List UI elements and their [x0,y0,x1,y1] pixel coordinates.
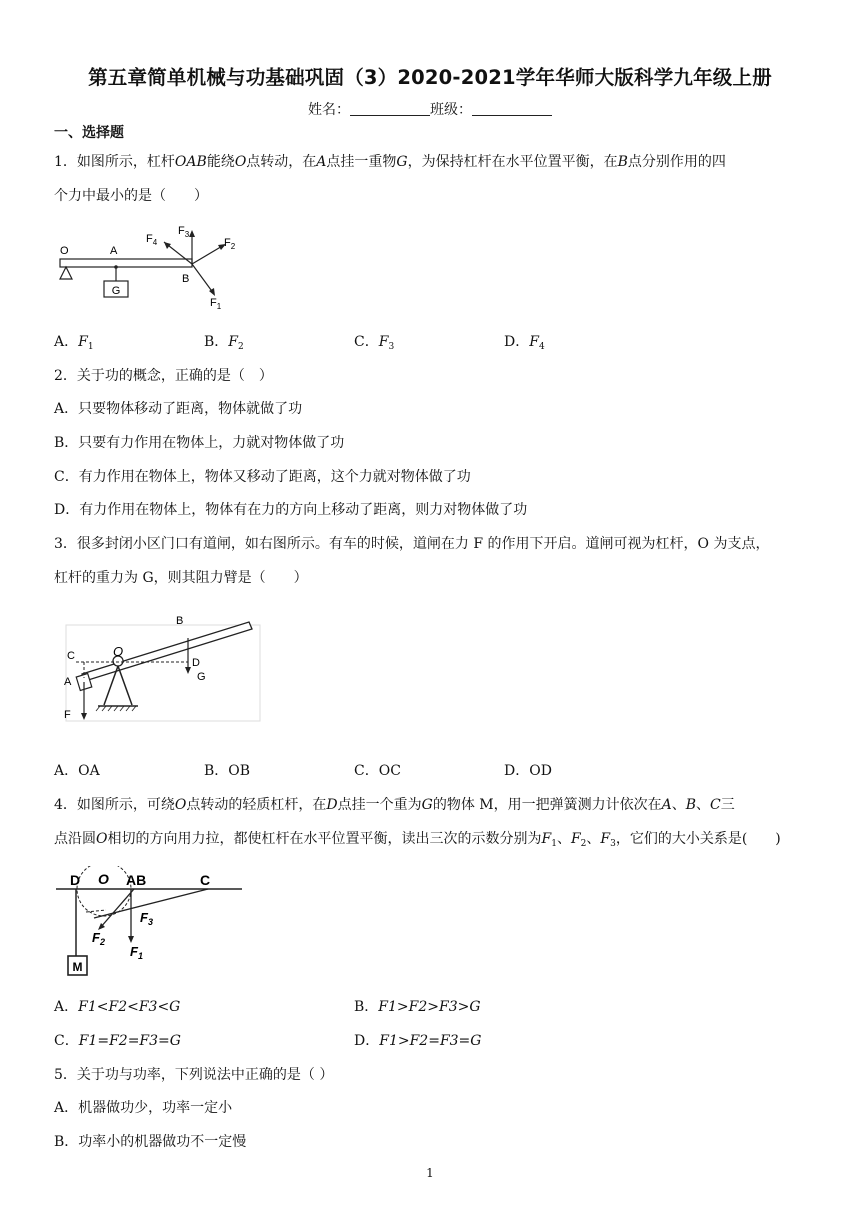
q5-stem: 5．关于功与功率，下列说法中正确的是（ ） [54,1067,334,1083]
class-blank [472,101,552,116]
q3-barrier-figure [56,608,262,724]
q2-option-d[interactable]: D．有力作用在物体上，物体有在力的方向上移动了距离，则力对物体做了功 [54,502,528,518]
q5-option-a[interactable]: A．机器做功少，功率一定小 [54,1100,233,1116]
label-f: F [64,709,71,721]
student-info-line [0,99,860,119]
q1-text: 点分别作用的四 [627,154,726,170]
label-o: O [113,644,124,659]
q2-option-b[interactable]: B．只要有力作用在物体上，力就对物体做了功 [54,435,345,451]
q1-var-a: A [316,154,327,170]
page-title: 第五章简单机械与功基础巩固（3）2020-2021学年华师大版科学九年级上册 [88,66,772,89]
label-f3: $F_3$ [178,225,190,239]
label-c: C [200,872,211,888]
section-title: 一、选择题 [54,125,124,141]
q2-option-c[interactable]: C．有力作用在物体上，物体又移动了距离，这个力就对物体做了功 [54,469,471,485]
pivot-triangle [60,267,72,279]
q3-option-c[interactable]: C．OC [354,763,401,779]
q4-option-c[interactable]: C．F1=F2=F3=G [54,1033,181,1049]
q4-option-a[interactable]: A．F1<F2<F3<G [54,999,181,1015]
q1-text: 能绕 [206,154,235,170]
q1-var-b: B [617,154,628,170]
page-number: 1 [426,1166,434,1180]
q1-option-b[interactable]: B．$F_2$ [204,334,244,352]
label-c: C [67,650,75,662]
q3-option-d[interactable]: D．OD [504,763,552,779]
name-blank [350,101,430,116]
label-ab: AB [126,872,147,888]
label-f2: $F_2$ [224,237,236,251]
q1-option-d[interactable]: D．$F_4$ [504,334,545,352]
label-f3: $F_3$ [140,910,153,927]
q4-stem-line1: 4．如图所示，可绕O点转动的轻质杠杆，在D点挂一个重为G的物体 M，用一把弹簧测力计依次在A、B、C三 [54,797,735,813]
label-b: B [182,273,190,285]
q1-var-o: O [234,154,247,170]
q4-option-d[interactable]: D．F1>F2=F3=G [354,1033,482,1049]
label-g: G [197,671,206,683]
label-d: D [70,872,81,888]
label-f4: $F_4$ [146,233,158,247]
q1-var-oab: OAB [174,154,207,170]
label-d: D [192,657,200,669]
label-f1: $F_1$ [210,297,222,311]
label-f1: $F_1$ [130,944,143,961]
q1-option-a[interactable]: A．$F_1$ [54,334,94,352]
q1-text: 点挂一重物 [326,154,397,170]
q1-lever-figure [54,222,254,314]
q1-stem-line1 [54,151,726,171]
q4-stem-line2: 点沿圆O相切的方向用力拉，都使杠杆在水平位置平衡，读出三次的示数分别为$F_1$、$F_2$、$F_3$，它们的大小关系是( ) [54,831,781,849]
q4-option-b[interactable]: B．F1>F2>F3>G [354,999,481,1015]
lever-bar [60,259,192,267]
q2-option-a[interactable]: A．只要物体移动了距离，物体就做了功 [54,401,303,417]
label-o: O [60,245,69,257]
q3-option-b[interactable]: B．OB [204,763,251,779]
q2-stem: 2．关于功的概念，正确的是（ ） [54,368,273,384]
q3-option-a[interactable]: A．OA [54,763,100,779]
q3-stem-line2: 杠杆的重力为 G，则其阻力臂是（ ） [54,570,308,586]
name-label: 姓名： [308,102,350,118]
q1-text: 点转动，在 [246,154,317,170]
q1-stem-line2: 个力中最小的是（ ） [54,188,208,204]
q1-text: 1．如图所示，杠杆 [54,154,175,170]
label-a: A [64,676,72,688]
q4-lever-figure [56,866,246,982]
q1-text: ，为保持杠杆在水平位置平衡，在 [407,154,618,170]
label-a: A [110,245,118,257]
label-f2: $F_2$ [92,930,105,947]
label-o: O [98,871,109,887]
q1-option-c[interactable]: C．$F_3$ [354,334,395,352]
class-label: 班级： [430,102,472,118]
label-b: B [176,615,184,627]
q3-stem-line1: 3．很多封闭小区门口有道闸，如右图所示。有车的时候，道闸在力 F 的作用下开启。道闸可视为杠杆，O 为支点， [54,536,770,552]
label-m: M [72,960,83,974]
label-g: G [111,285,121,297]
q1-var-g: G [396,154,408,170]
q5-option-b[interactable]: B．功率小的机器做功不一定慢 [54,1134,247,1150]
